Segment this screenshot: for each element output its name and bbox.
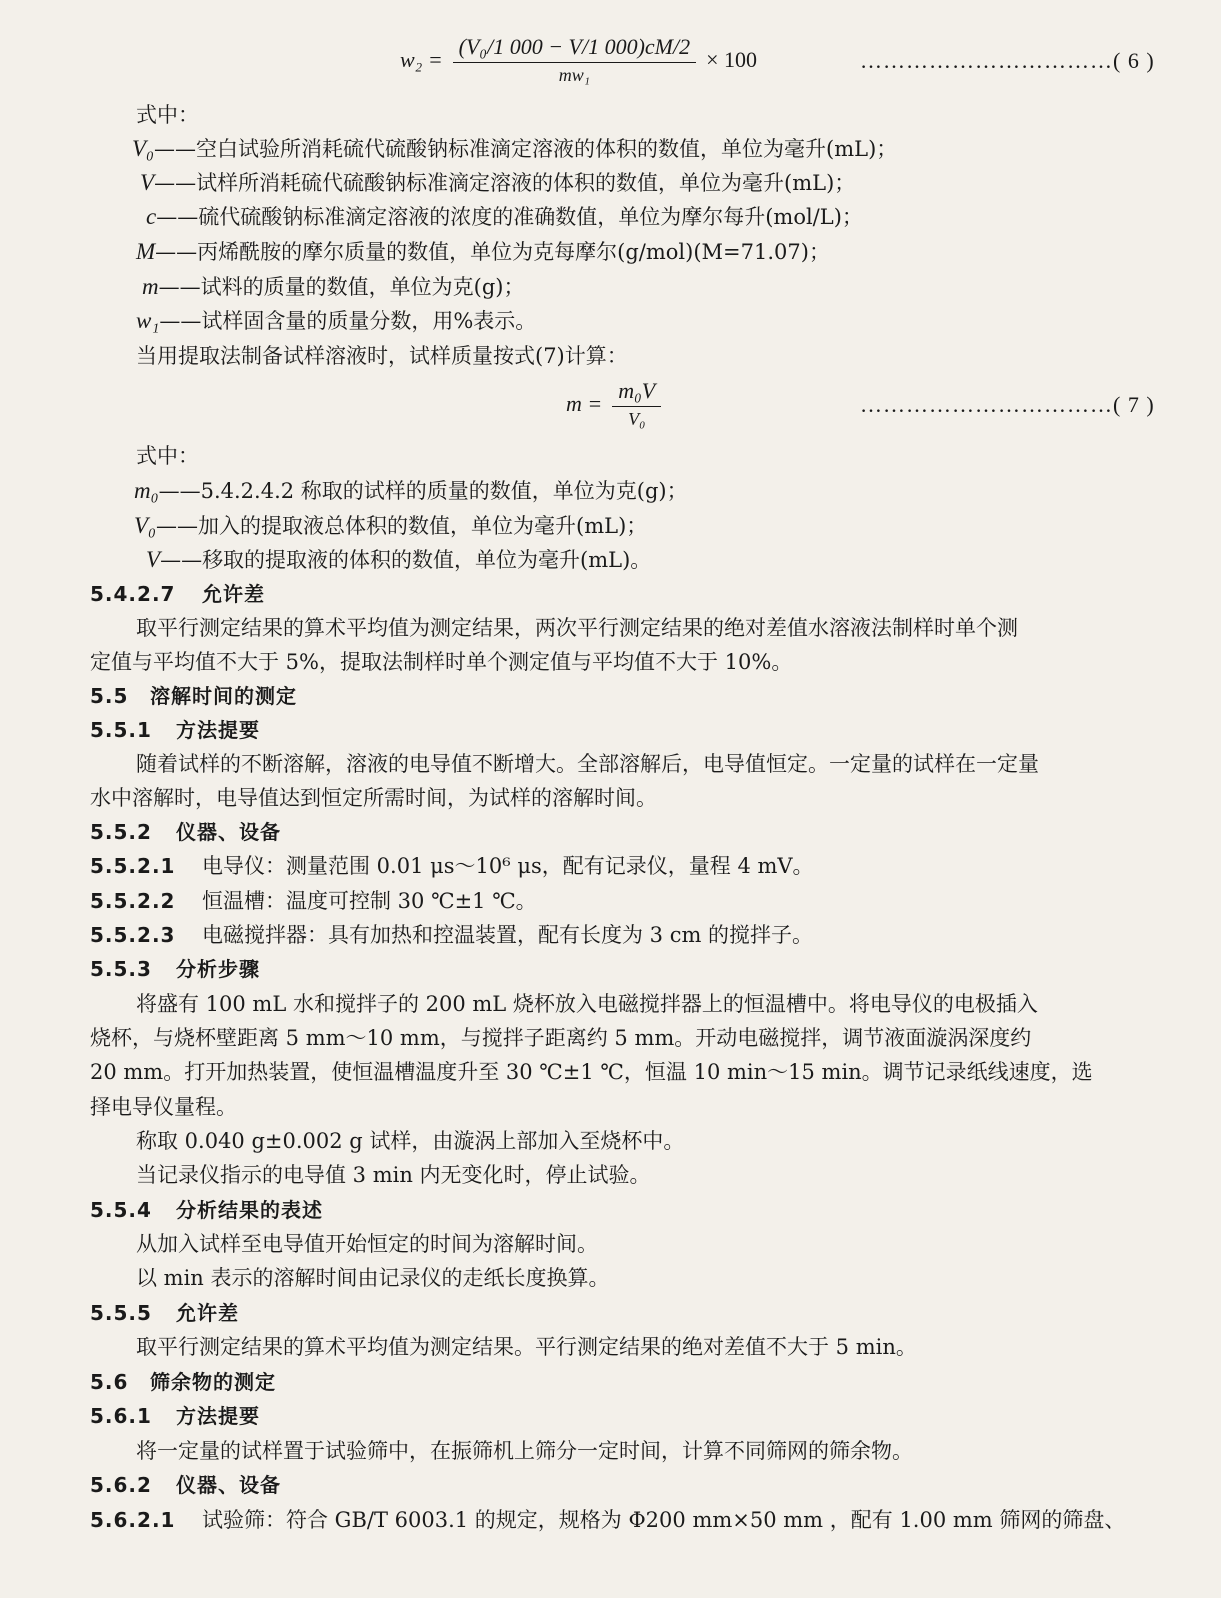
paragraph-5-5-1-line-2: 水中溶解时，电导值达到恒定所需时间，为试样的溶解时间。 [90, 786, 657, 810]
paragraph-5-5-5-line-1: 取平行测定结果的算术平均值为测定结果。平行测定结果的绝对差值不大于 5 min。 [136, 1335, 917, 1359]
item-5-5-2-2: 5.5.2.2 恒温槽：温度可控制 30 ℃±1 ℃。 [90, 889, 537, 913]
paragraph-5-4-2-7-line-2: 定值与平均值不大于 5%，提取法制样时单个测定值与平均值不大于 10%。 [90, 650, 793, 674]
heading-5-5-4: 5.5.4 分析结果的表述 [90, 1198, 323, 1222]
definition-m-mass: m——试料的质量的数值，单位为克(g)； [142, 274, 525, 299]
paragraph-5-4-2-7-line-1: 取平行测定结果的算术平均值为测定结果，两次平行测定结果的绝对差值水溶液法制样时单个测 [136, 616, 1018, 640]
paragraph-5-5-3-line-5: 称取 0.040 g±0.002 g 试样，由漩涡上部加入至烧杯中。 [136, 1129, 685, 1153]
heading-5-4-2-7: 5.4.2.7 允许差 [90, 582, 265, 606]
eq7-fraction [612, 378, 661, 430]
definition-w1: w₁——试样固含量的质量分数，用%表示。 [136, 308, 537, 333]
heading-5-5: 5.5 溶解时间的测定 [90, 684, 297, 708]
eq6-multiplier: × 100 [706, 47, 758, 72]
paragraph-5-6-1-line-1: 将一定量的试样置于试验筛中，在振筛机上筛分一定时间，计算不同筛网的筛余物。 [136, 1439, 913, 1463]
where-label-2: 式中： [136, 444, 199, 468]
where-label-1: 式中： [136, 103, 199, 127]
definition-m-molar: M——丙烯酰胺的摩尔质量的数值，单位为克每摩尔(g/mol)(M=71.07)； [136, 239, 830, 264]
heading-5-5-3: 5.5.3 分析步骤 [90, 957, 260, 981]
paragraph-5-5-4-line-1: 从加入试样至电导值开始恒定的时间为溶解时间。 [136, 1232, 598, 1256]
paragraph-5-5-3-line-2: 烧杯，与烧杯壁距离 5 mm～10 mm，与搅拌子距离约 5 mm。开动电磁搅拌，调节液面漩涡深度约 [90, 1026, 1032, 1050]
definition-m0: m₀——5.4.2.4.2 称取的试样的质量的数值，单位为克(g)； [134, 478, 688, 503]
paragraph-5-5-3-line-6: 当记录仪指示的电导值 3 min 内无变化时，停止试验。 [136, 1163, 651, 1187]
definition-v0: V₀——空白试验所消耗硫代硫酸钠标准滴定溶液的体积的数值，单位为毫升(mL)； [132, 136, 898, 161]
eq6-fraction [453, 34, 696, 86]
equation-7-intro: 当用提取法制备试样溶液时，试样质量按式(7)计算： [136, 344, 628, 368]
definition-v0-extract: V₀——加入的提取液总体积的数值，单位为毫升(mL)； [134, 513, 648, 538]
eq7-number: ……………………………( 7 ) [860, 392, 1155, 417]
eq6-lhs: w₂ = [400, 47, 443, 72]
heading-5-6: 5.6 筛余物的测定 [90, 1370, 276, 1394]
heading-5-5-1: 5.5.1 方法提要 [90, 718, 260, 742]
heading-5-5-2: 5.5.2 仪器、设备 [90, 820, 281, 844]
heading-5-6-1: 5.6.1 方法提要 [90, 1404, 260, 1428]
heading-5-5-5: 5.5.5 允许差 [90, 1301, 239, 1325]
item-5-6-2-1: 5.6.2.1 试验筛：符合 GB/T 6003.1 的规定，规格为 Φ200 mm×50 mm ，配有 1.00 mm 筛网的筛盘、 [90, 1508, 1126, 1532]
heading-5-6-2: 5.6.2 仪器、设备 [90, 1473, 281, 1497]
paragraph-5-5-1-line-1: 随着试样的不断溶解，溶液的电导值不断增大。全部溶解后，电导值恒定。一定量的试样在一定量 [136, 752, 1039, 776]
eq6-denominator: mw₁ [558, 65, 591, 85]
paragraph-5-5-4-line-2: 以 min 表示的溶解时间由记录仪的走纸长度换算。 [136, 1266, 610, 1290]
paragraph-5-5-3-line-1: 将盛有 100 mL 水和搅拌子的 200 mL 烧杯放入电磁搅拌器上的恒温槽中。将电导仪的电极插入 [136, 992, 1038, 1016]
definition-c: c——硫代硫酸钠标准滴定溶液的浓度的准确数值，单位为摩尔每升(mol/L)； [146, 204, 863, 229]
equation-7 [566, 378, 671, 430]
item-5-5-2-1: 5.5.2.1 电导仪：测量范围 0.01 μs～10⁶ μs，配有记录仪，量程 4 mV。 [90, 854, 814, 878]
item-5-5-2-3: 5.5.2.3 电磁搅拌器：具有加热和控温装置，配有长度为 3 cm 的搅拌子。 [90, 923, 814, 947]
equation-6 [400, 34, 757, 86]
paragraph-5-5-3-line-3: 20 mm。打开加热装置，使恒温槽温度升至 30 ℃±1 ℃，恒温 10 min～15 min。调节记录纸线速度，选 [90, 1060, 1093, 1084]
eq7-lhs: m = [566, 391, 603, 416]
eq7-numerator: m₀V [612, 378, 661, 407]
eq6-numerator: (V₀/1 000 − V/1 000)cM/2 [453, 34, 696, 63]
eq7-denominator: V₀ [628, 409, 646, 429]
paragraph-5-5-3-line-4: 择电导仪量程。 [90, 1095, 237, 1119]
definition-v: V——试样所消耗硫代硫酸钠标准滴定溶液的体积的数值，单位为毫升(mL)； [140, 170, 856, 195]
eq6-number: ……………………………( 6 ) [860, 48, 1155, 73]
definition-v-extract: V——移取的提取液的体积的数值，单位为毫升(mL)。 [146, 547, 652, 572]
